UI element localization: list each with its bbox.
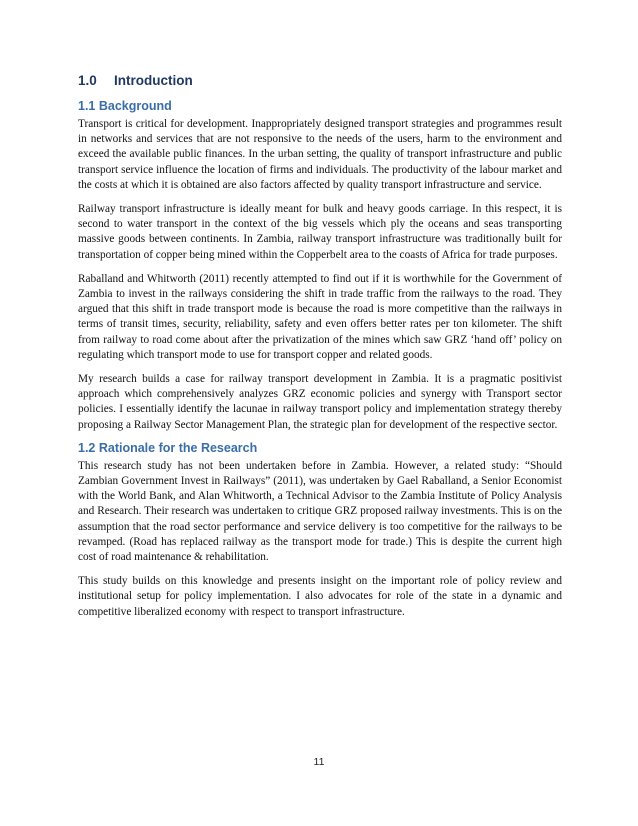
- background-paragraph-4: My research builds a case for railway transport development in Zambia. It is a pragmatic positivist approach which comprehensively analyzes GRZ economic policies and synergy with Transport sector policies. I essentially identify the lacunae in railway transport policy and implementation strategy thereby proposing a Railway Sector Management Plan, the strategic plan for development of the respective sector.: [78, 373, 562, 431]
- chapter-title: Introduction: [114, 73, 193, 88]
- background-paragraph-1: Transport is critical for development. Inappropriately designed transport strategies and programmes result in networks and services that are not responsive to the needs of the users, harm to the environment and exceed the available public finances. In the urban setting, the quality of transport infrastructure and public transport service influence the location of firms and individuals. The productivity of the labour market and the costs at which it is obtained are also factors affected by quality transport infrastructure and service.: [78, 118, 562, 191]
- section-heading-rationale: 1.2 Rationale for the Research: [78, 440, 258, 455]
- rationale-paragraph-2: This study builds on this knowledge and presents insight on the important role of policy review and institutional setup for policy implementation. I also advocates for role of the state in a dynamic and competitive liberalized economy with respect to transport infrastructure.: [78, 575, 562, 618]
- page-number: 11: [313, 756, 325, 768]
- chapter-heading: [78, 72, 562, 90]
- chapter-number: 1.0: [78, 73, 97, 88]
- page-content: [78, 72, 562, 629]
- rationale-paragraph-1: This research study has not been undertaken before in Zambia. However, a related study: “Should Zambian Government Invest in Railways” (2011), was undertaken by Gael Raballand, a Senior Economist with the World Bank, and Alan Whitworth, a Technical Advisor to the Zambia Institute of Policy Analysis and Research. Their research was undertaken to critique GRZ proposed railway investments. This is on the assumption that the road sector performance and service delivery is too competitive for the railways to be revamped. (Road has replaced railway as the transport mode for trade.) This is despite the current high cost of road maintenance & rehabilitation.: [78, 459, 562, 564]
- section-heading-background: 1.1 Background: [78, 99, 172, 113]
- background-paragraph-3: Raballand and Whitworth (2011) recently attempted to find out if it is worthwhile for the Government of Zambia to invest in the railways considering the shift in trade traffic from the railways to the road. They argued that this shift in trade transport mode is because the road is more competitive than the railways in terms of transit times, security, reliability, safety and even offers better rates per ton kilometer. The shift from railway to road come about after the privatization of the mines which saw GRZ ‘hand off’ policy on regulating which transport mode to use for transport copper and related goods.: [78, 272, 562, 361]
- background-paragraph-2: Railway transport infrastructure is ideally meant for bulk and heavy goods carriage. In this respect, it is second to water transport in the context of the big vessels which ply the oceans and seas transporting massive goods between continents. In Zambia, railway transport infrastructure was traditionally built for transportation of copper being mined within the Copperbelt area to the coasts of Africa for trade purposes.: [78, 203, 562, 261]
